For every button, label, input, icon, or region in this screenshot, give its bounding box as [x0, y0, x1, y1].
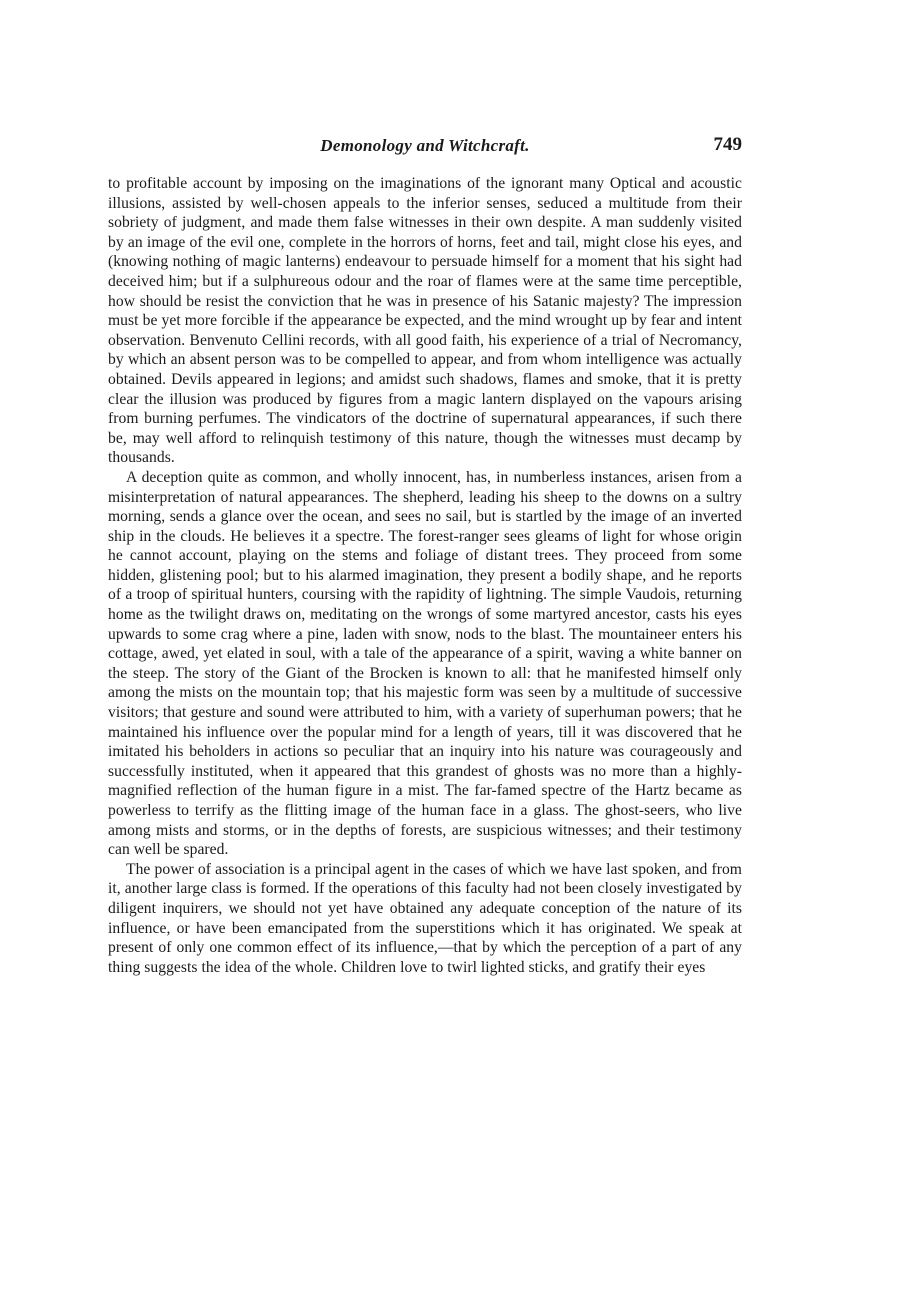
paragraph-1: to profitable account by imposing on the imaginations of the ignorant many Optical and acoustic illusions, assisted by well-chosen appeals to the inferior senses, seduced a multitude from their sobriety of judgment, and made them false witnesses in their own despite. A man suddenly visited by an image of the evil one, complete in the horrors of horns, feet and tail, might close his eyes, and (knowing nothing of magic lanterns) endeavour to persuade himself for a moment that his sight had deceived him; but if a sulphureous odour and the roar of flames were at the same time perceptible, how should be resist the conviction that he was in presence of his Satanic majesty? The impression must be yet more forcible if the appearance be expected, and the mind wrought up by fear and intent observation. Benvenuto Cellini records, with all good faith, his experience of a trial of Necromancy, by which an absent person was to be compelled to appear, and from whom intelligence was actually obtained. Devils appeared in legions; and amidst such shadows, flames and smoke, that it is pretty clear the illusion was produced by figures from a magic lantern displayed on the vapours arising from burning perfumes. The vindicators of the doctrine of supernatural appearances, if such there be, may well afford to relinquish testimony of this nature, though the witnesses must decamp by thousands.: [108, 175, 742, 467]
body-text: [108, 174, 742, 977]
page-number: 749: [713, 134, 742, 155]
page-header: [108, 132, 742, 162]
paragraph-3: The power of association is a principal agent in the cases of which we have last spoken, and from it, another large class is formed. If the operations of this faculty had not been closely investigated by diligent inquirers, we should not yet have obtained any adequate conception of the nature of its influence, or have been emancipated from the superstitions which it has originated. We speak at present of only one common effect of its influence,—that by which the perception of a part of any thing suggests the idea of the whole. Children love to twirl lighted sticks, and gratify their eyes: [108, 860, 742, 976]
page: [108, 132, 742, 977]
paragraph-2: A deception quite as common, and wholly innocent, has, in numberless instances, arisen from a misinterpretation of natural appearances. The shepherd, leading his sheep to the downs on a sultry morning, sends a glance over the ocean, and sees no sail, but is startled by the image of an inverted ship in the clouds. He believes it a spectre. The forest-ranger sees gleams of light for whose origin he cannot account, playing on the stems and foliage of distant trees. They proceed from some hidden, glistening pool; but to his alarmed imagination, they present a bodily shape, and he reports of a troop of spiritual hunters, coursing with the rapidity of lightning. The simple Vaudois, returning home as the twilight draws on, meditating on the wrongs of some martyred ancestor, casts his eyes upwards to some crag where a pine, laden with snow, nods to the blast. The mountaineer enters his cottage, awed, yet elated in soul, with a tale of the appearance of a spirit, waving a white banner on the steep. The story of the Giant of the Brocken is known to all: that he manifested himself only among the mists on the mountain top; that his majestic form was seen by a multitude of successive visitors; that gesture and sound were attributed to him, with a variety of superhuman powers; that he maintained his influence over the popular mind for a length of years, till it was discovered that he imitated his beholders in actions so peculiar that an inquiry into his nature was courageously and successfully instituted, when it appeared that this grandest of ghosts was no more than a highly-magnified reflection of the human figure in a mist. The far-famed spectre of the Hartz became as powerless to terrify as the flitting image of the human face in a glass. The ghost-seers, who live among mists and storms, or in the depths of forests, are suspicious witnesses; and their testimony can well be spared.: [108, 468, 742, 859]
running-title: Demonology and Witchcraft.: [320, 136, 530, 155]
